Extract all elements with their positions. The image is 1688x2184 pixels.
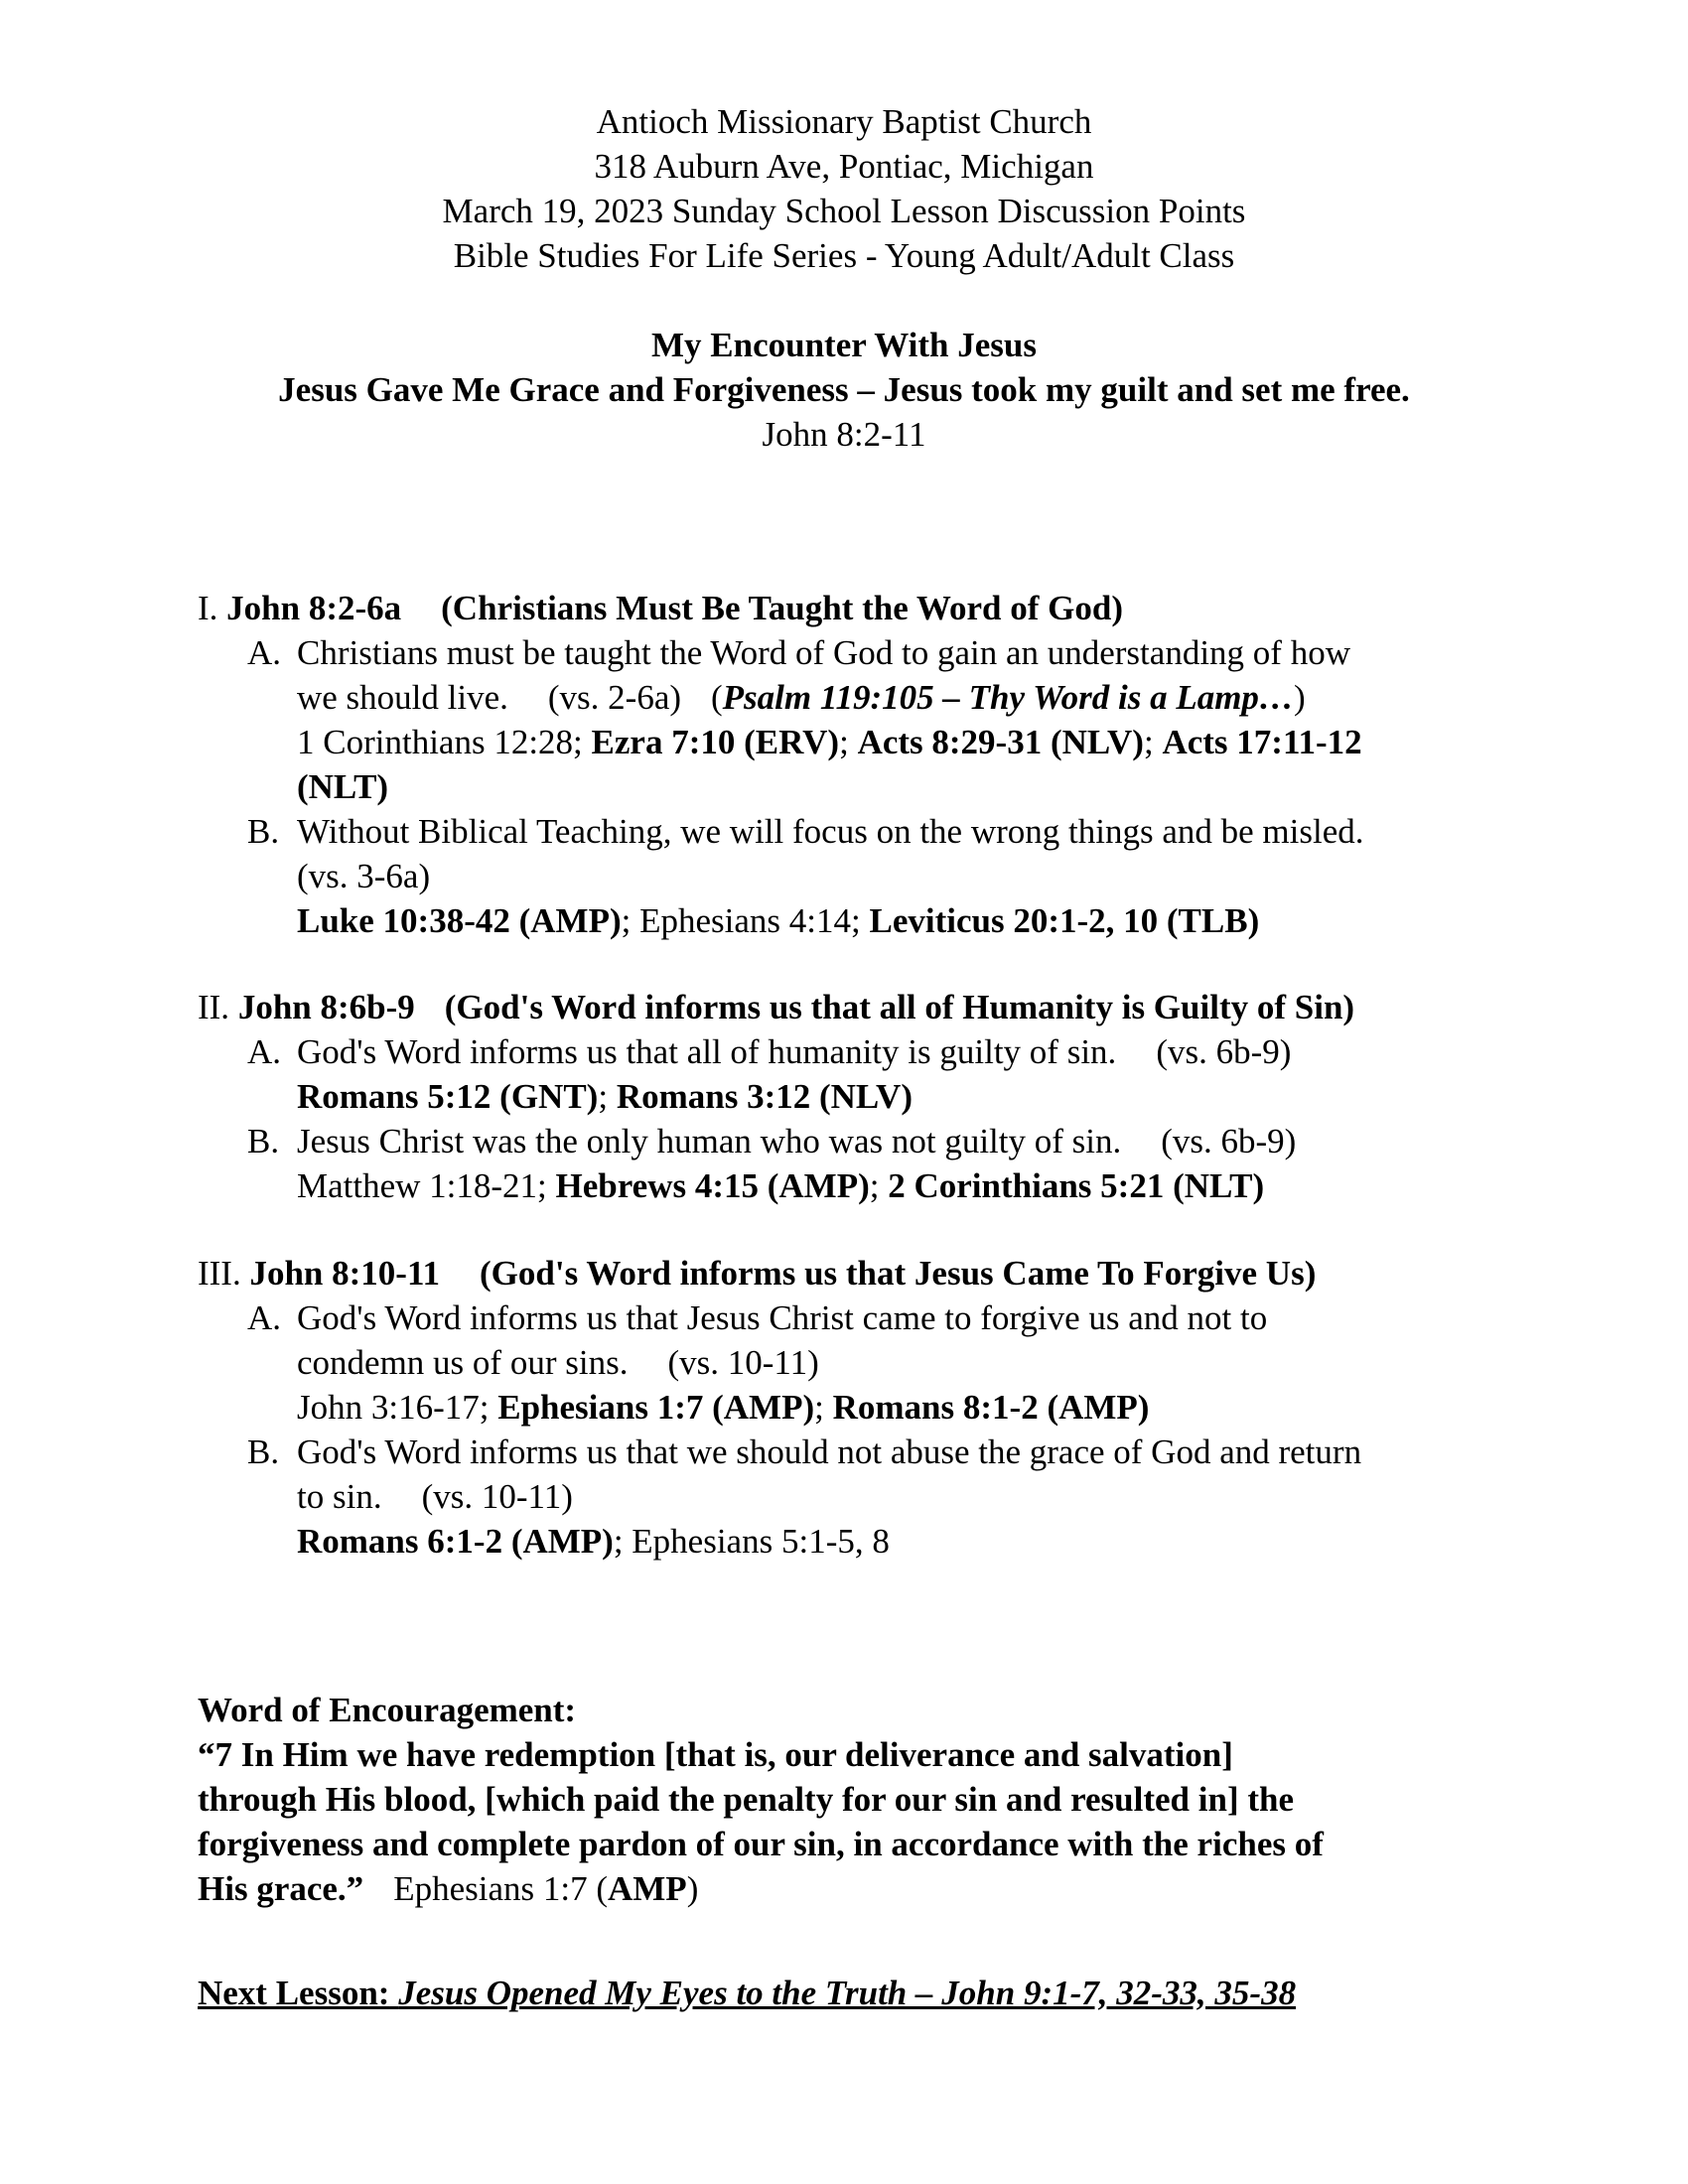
section-numeral: I.	[198, 589, 218, 627]
point-text: Christians must be taught the Word of God to gain an understanding of how	[297, 633, 1350, 672]
point-letter: B.	[247, 812, 280, 851]
reference: Hebrews 4:15 (AMP)	[555, 1166, 870, 1205]
section-reference: John 8:2-6a	[226, 589, 402, 627]
separator: ;	[839, 723, 858, 761]
section-1	[198, 586, 1508, 943]
reference: Acts 8:29-31 (NLV)	[857, 723, 1144, 761]
reference: Romans 5:12 (GNT)	[297, 1077, 599, 1116]
reference-continued: (NLT)	[297, 767, 389, 806]
section-3	[198, 1251, 1508, 1564]
paren: )	[686, 1869, 699, 1908]
paren: (	[711, 678, 723, 717]
lesson-subtitle: Jesus Gave Me Grace and Forgiveness – Jesus took my guilt and set me free.	[278, 370, 1410, 409]
next-lesson-title: Jesus Opened My Eyes to the Truth – John 9:1-7, 32-33, 35-38	[398, 1974, 1297, 2012]
lesson-date: March 19, 2023 Sunday School Lesson Discussion Points	[442, 192, 1246, 230]
church-address: 318 Auburn Ave, Pontiac, Michigan	[594, 147, 1094, 186]
reference: 2 Corinthians 5:21 (NLT)	[888, 1166, 1265, 1205]
point-a	[198, 630, 1508, 809]
reference: Romans 8:1-2 (AMP)	[832, 1388, 1150, 1427]
paren: )	[1293, 678, 1306, 717]
point-text	[297, 1029, 1508, 1074]
series-name: Bible Studies For Life Series - Young Adult/Adult Class	[453, 236, 1235, 275]
reference: Matthew 1:18-21;	[297, 1166, 556, 1205]
section-title: (Christians Must Be Taught the Word of God)	[441, 589, 1123, 627]
point-a	[198, 1296, 1508, 1430]
point-a	[198, 1029, 1508, 1119]
reference: ; Ephesians 5:1-5, 8	[613, 1522, 890, 1561]
point-text: God's Word informs us that we should not abuse the grace of God and return	[297, 1433, 1362, 1471]
separator: ;	[869, 1166, 889, 1205]
quote-end: His grace.”	[198, 1869, 364, 1908]
reference: John 3:16-17;	[297, 1388, 498, 1427]
section-reference: John 8:6b-9	[237, 988, 415, 1026]
church-name: Antioch Missionary Baptist Church	[596, 102, 1092, 141]
point-b	[198, 1119, 1508, 1208]
encouragement-quote-line: through His blood, [which paid the penalty for our sin and resulted in] the	[198, 1780, 1295, 1819]
verse-range: (vs. 3-6a)	[297, 857, 431, 895]
reference: Acts 17:11-12	[1162, 723, 1362, 761]
verse-range: (vs. 6b-9)	[1161, 1122, 1297, 1160]
section-numeral: II.	[198, 988, 230, 1026]
reference-list	[297, 1074, 1508, 1119]
reference-list	[297, 898, 1508, 943]
section-title: (God's Word informs us that Jesus Came To Forgive Us)	[480, 1254, 1317, 1293]
point-text-part: condemn us of our sins.	[297, 1343, 629, 1382]
point-letter: B.	[247, 1122, 280, 1160]
reference-list	[297, 720, 1508, 764]
section-heading	[198, 586, 1508, 630]
section-title: (God's Word informs us that all of Humanity is Guilty of Sin)	[444, 988, 1355, 1026]
verse-range: (vs. 10-11)	[421, 1477, 573, 1516]
encouragement-quote-line: “7 In Him we have redemption [that is, our deliverance and salvation]	[198, 1735, 1233, 1774]
reference-list	[297, 1385, 1508, 1430]
verse-range: (vs. 6b-9)	[1156, 1032, 1292, 1071]
section-numeral: III.	[198, 1254, 241, 1293]
point-text	[297, 675, 1508, 720]
point-text-part: to sin.	[297, 1477, 382, 1516]
reference: ; Ephesians 4:14;	[621, 901, 870, 940]
point-text: Without Biblical Teaching, we will focus on the wrong things and be misled.	[297, 812, 1364, 851]
point-text	[297, 1119, 1508, 1163]
point-b	[198, 1430, 1508, 1564]
separator: ;	[598, 1077, 617, 1116]
encouragement-label: Word of Encouragement:	[198, 1691, 577, 1729]
point-text-part: we should live.	[297, 678, 508, 717]
reference: Leviticus 20:1-2, 10 (TLB)	[869, 901, 1260, 940]
point-text	[297, 1474, 1508, 1519]
point-text	[297, 1340, 1508, 1385]
next-lesson	[198, 1971, 1296, 2015]
point-letter: A.	[247, 1298, 282, 1337]
reference: Romans 6:1-2 (AMP)	[297, 1522, 614, 1561]
separator: ;	[814, 1388, 833, 1427]
reference-list	[297, 1163, 1508, 1208]
point-letter: A.	[247, 633, 282, 672]
reference-list	[297, 1519, 1508, 1564]
verse-range: (vs. 10-11)	[667, 1343, 819, 1382]
section-2	[198, 985, 1508, 1208]
lesson-title-block	[0, 323, 1688, 457]
encouragement-quote-line	[198, 1866, 1528, 1911]
point-letter: A.	[247, 1032, 282, 1071]
scripture-quote: Psalm 119:105 – Thy Word is a Lamp…	[722, 678, 1294, 717]
verse-range: (vs. 2-6a)	[547, 678, 682, 717]
section-heading	[198, 985, 1508, 1029]
reference: 1 Corinthians 12:28;	[297, 723, 592, 761]
point-b	[198, 809, 1508, 943]
reference: Luke 10:38-42 (AMP)	[297, 901, 622, 940]
quote-version: AMP	[607, 1869, 687, 1908]
word-of-encouragement	[198, 1688, 1528, 1911]
reference: Romans 3:12 (NLV)	[616, 1077, 913, 1116]
next-lesson-label: Next Lesson:	[198, 1974, 390, 2012]
document-header	[0, 99, 1688, 278]
section-heading	[198, 1251, 1508, 1296]
lesson-title: My Encounter With Jesus	[651, 326, 1037, 364]
separator: ;	[1143, 723, 1163, 761]
reference: Ezra 7:10 (ERV)	[591, 723, 840, 761]
reference: Ephesians 1:7 (AMP)	[497, 1388, 815, 1427]
point-letter: B.	[247, 1433, 280, 1471]
point-text-part: Jesus Christ was the only human who was not guilty of sin.	[297, 1122, 1122, 1160]
lesson-scripture: John 8:2-11	[762, 415, 926, 454]
encouragement-quote-line: forgiveness and complete pardon of our sin, in accordance with the riches of	[198, 1825, 1324, 1863]
point-text-part: God's Word informs us that all of humanity is guilty of sin.	[297, 1032, 1117, 1071]
quote-reference: Ephesians 1:7 (	[393, 1869, 608, 1908]
point-text: God's Word informs us that Jesus Christ came to forgive us and not to	[297, 1298, 1268, 1337]
section-reference: John 8:10-11	[249, 1254, 441, 1293]
